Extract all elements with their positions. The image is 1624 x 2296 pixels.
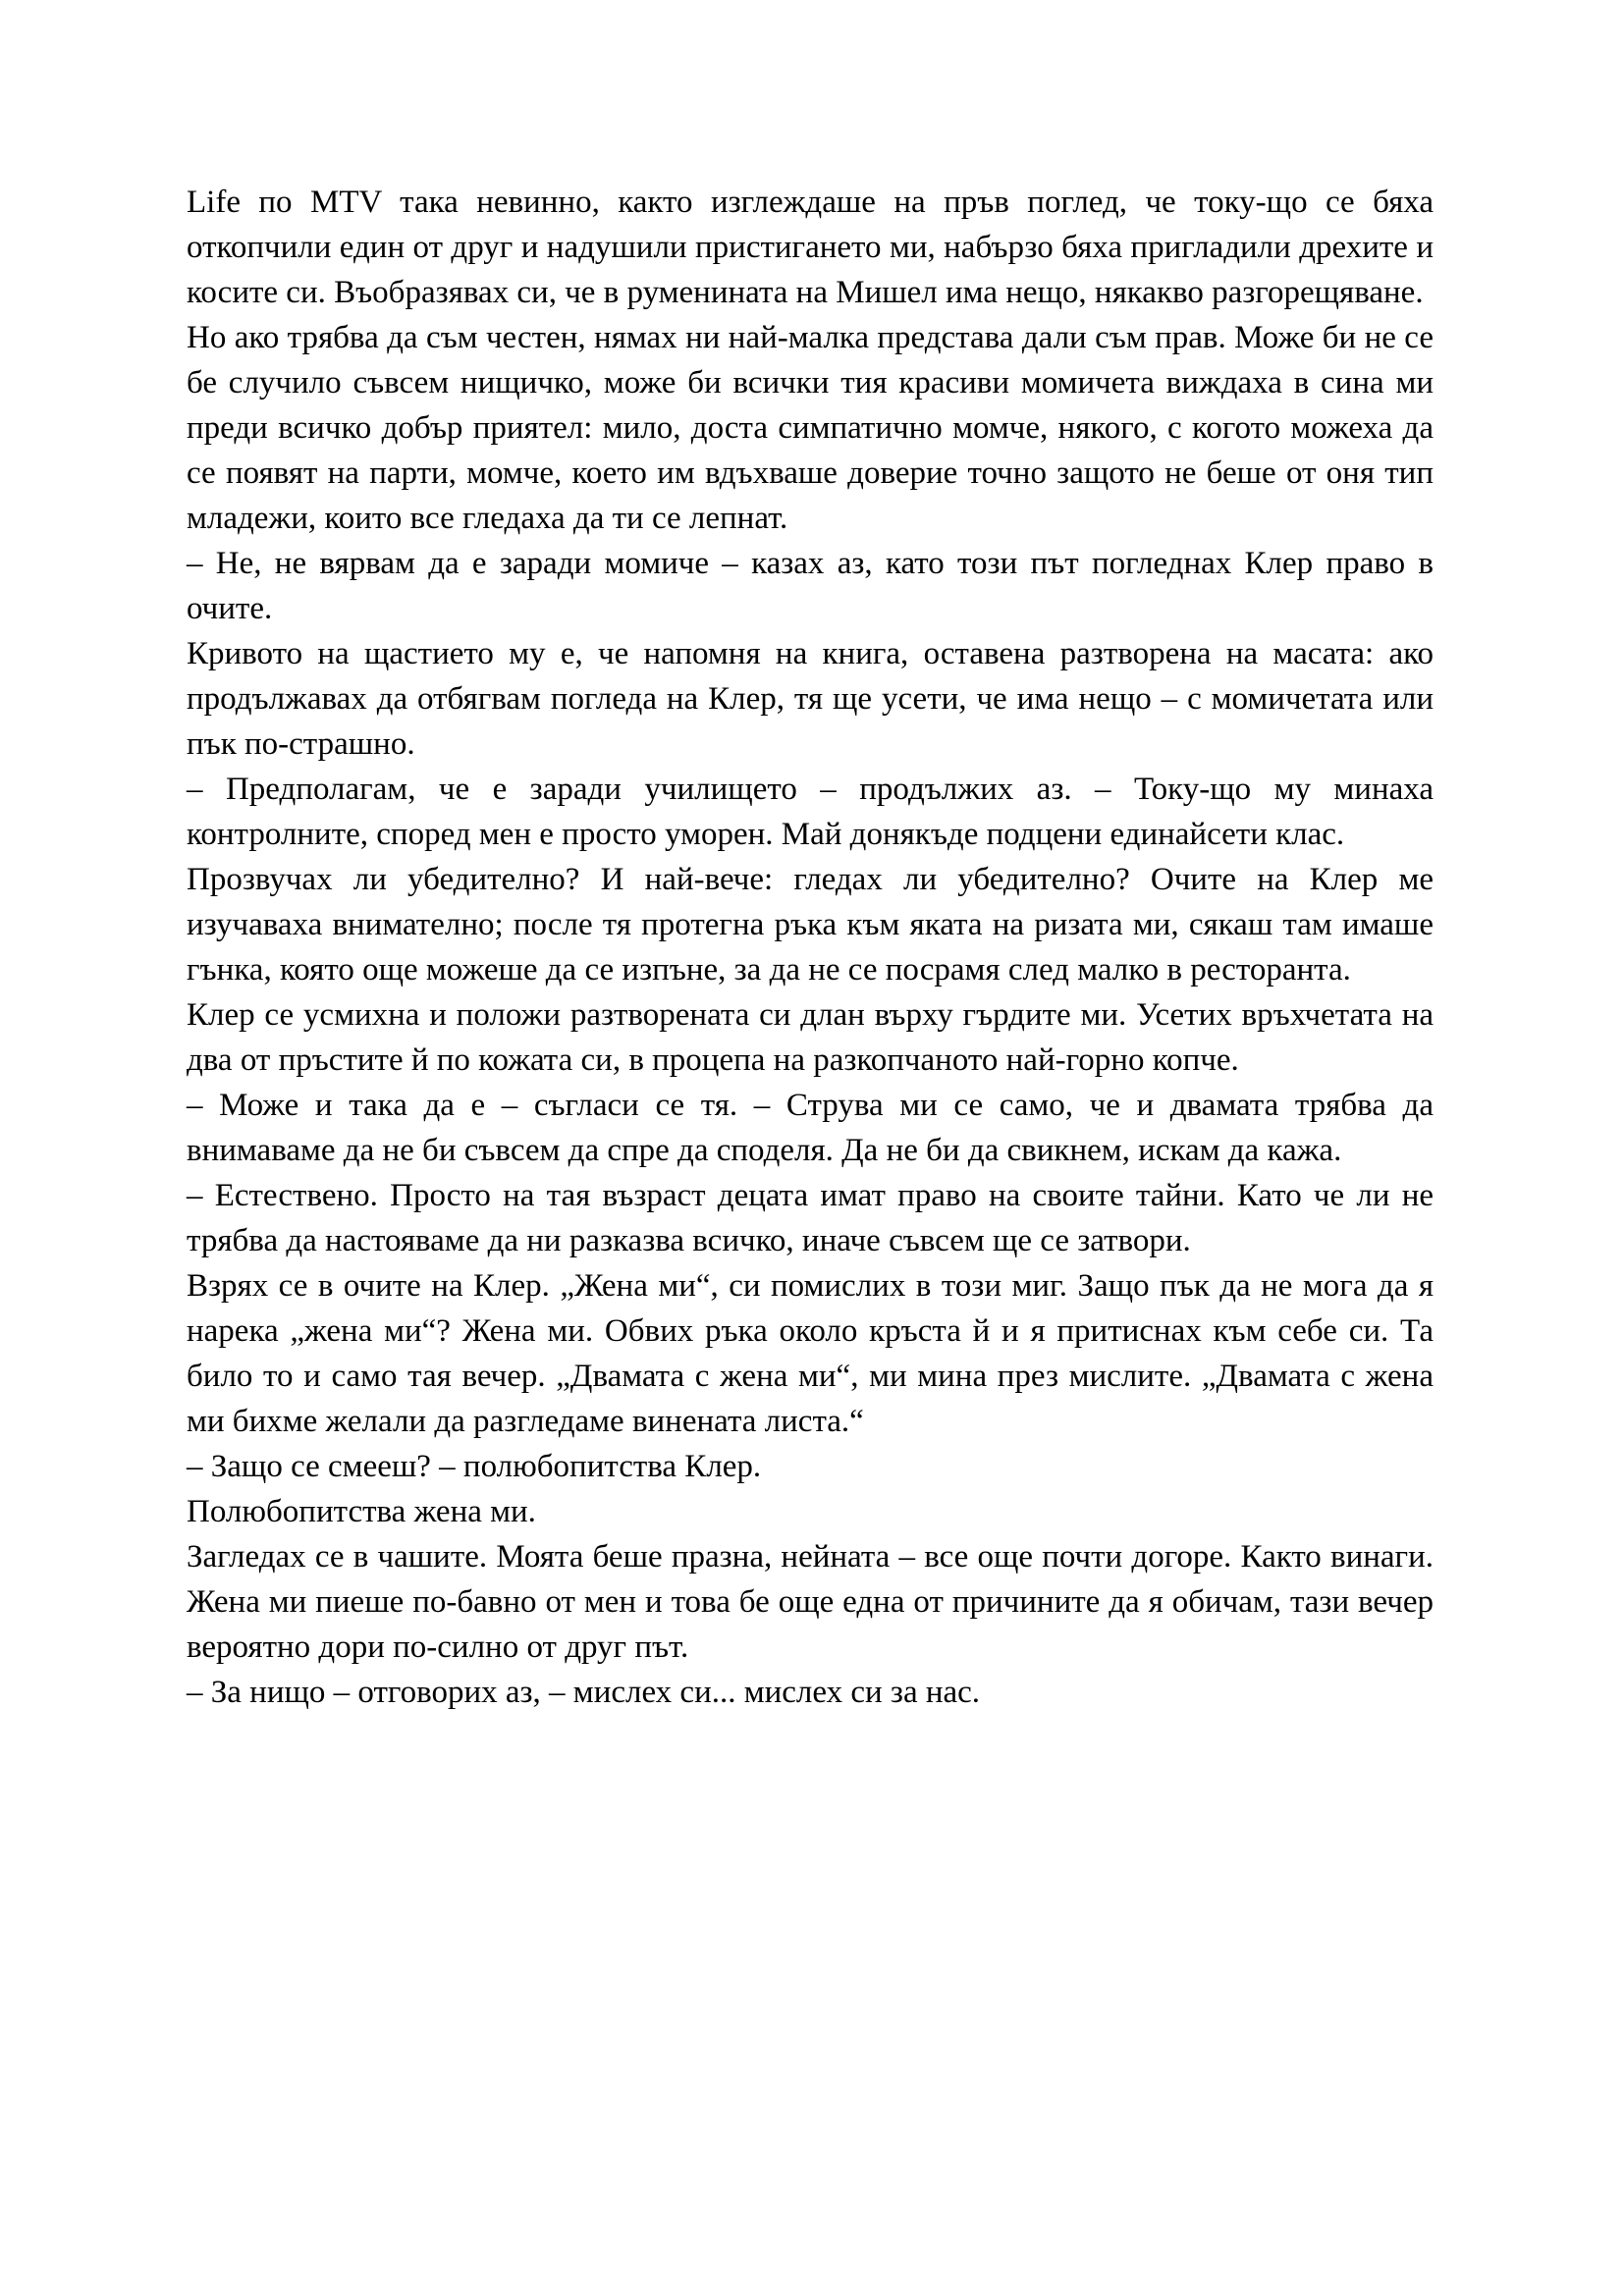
paragraph: – За нищо – отговорих аз, – мислех си... мислех си за нас.: [187, 1675, 981, 1710]
paragraph: Полюбопитства жена ми.: [187, 1494, 536, 1529]
paragraph: – Не, не вярвам да е заради момиче – казах аз, като този път погледнах Клер право в очите.: [187, 546, 1434, 626]
paragraph: Загледах се в чашите. Моята беше празна, нейната – все още почти догоре. Както винаги. Жена ми пиеше по-бавно от мен и това бе още една от причините да я обичам, тази вечер вероятно дори по-силно от друг път.: [187, 1539, 1434, 1665]
paragraph: Но ако трябва да съм честен, нямах ни най-малка представа дали съм прав. Може би не се бе случило съвсем нищичко, може би всички тия красиви момичета виждаха в сина ми преди всичко добър приятел: мило, доста симпатично момче, някого, с когото можеха да се появят на парти, момче, което им вдъхваше доверие точно защото не беше от оня тип младежи, които все гледаха да ти се лепнат.: [187, 320, 1434, 536]
paragraph: Клер се усмихна и положи разтворената си длан върху гърдите ми. Усетих връхчетата на два от пръстите й по кожата си, в процепа на разкопчаното най-горно копче.: [187, 997, 1434, 1078]
paragraph: – Предполагам, че е заради училището – продължих аз. – Току-що му минаха контролните, според мен е просто уморен. Май донякъде подцени единайсети клас.: [187, 772, 1434, 852]
paragraph: Кривото на щастието му е, че напомня на книга, оставена разтворена на масата: ако продължавах да отбягвам погледа на Клер, тя ще усети, че има нещо – с момичетата или пък по-страшно.: [187, 636, 1434, 762]
paragraph: – Естествено. Просто на тая възраст децата имат право на своите тайни. Като че ли не трябва да настояваме да ни разказва всичко, иначе съвсем ще се затвори.: [187, 1178, 1434, 1258]
paragraph: Прозвучах ли убедително? И най-вече: гледах ли убедително? Очите на Клер ме изучаваха внимателно; после тя протегна ръка към яката на ризата ми, сякаш там имаше гънка, която още можеше да се изпъне, за да не се посрамя след малко в ресторанта.: [187, 862, 1434, 988]
paragraph: Life по MTV така невинно, както изглеждаше на пръв поглед, че току-що се бяха откопчили един от друг и надушили пристигането ми, набързо бяха пригладили дрехите и косите си. Въобразявах си, че в руменината на Мишел има нещо, някакво разгорещяване.: [187, 185, 1434, 310]
paragraph: – Защо се смееш? – полюбопитства Клер.: [187, 1449, 762, 1484]
paragraph: – Може и така да е – съгласи се тя. – Струва ми се само, че и двамата трябва да внимаваме да не би съвсем да спре да споделя. Да не би да свикнем, искам да кажа.: [187, 1088, 1434, 1168]
text-block: [187, 180, 1434, 1715]
paragraph: Взрях се в очите на Клер. „Жена ми“, си помислих в този миг. Защо пък да не мога да я нарека „жена ми“? Жена ми. Обвих ръка около кръста й и я притиснах към себе си. Та било то и само тая вечер. „Двамата с жена ми“, ми мина през мислите. „Двамата с жена ми бихме желали да разгледаме винената листа.“: [187, 1268, 1434, 1439]
